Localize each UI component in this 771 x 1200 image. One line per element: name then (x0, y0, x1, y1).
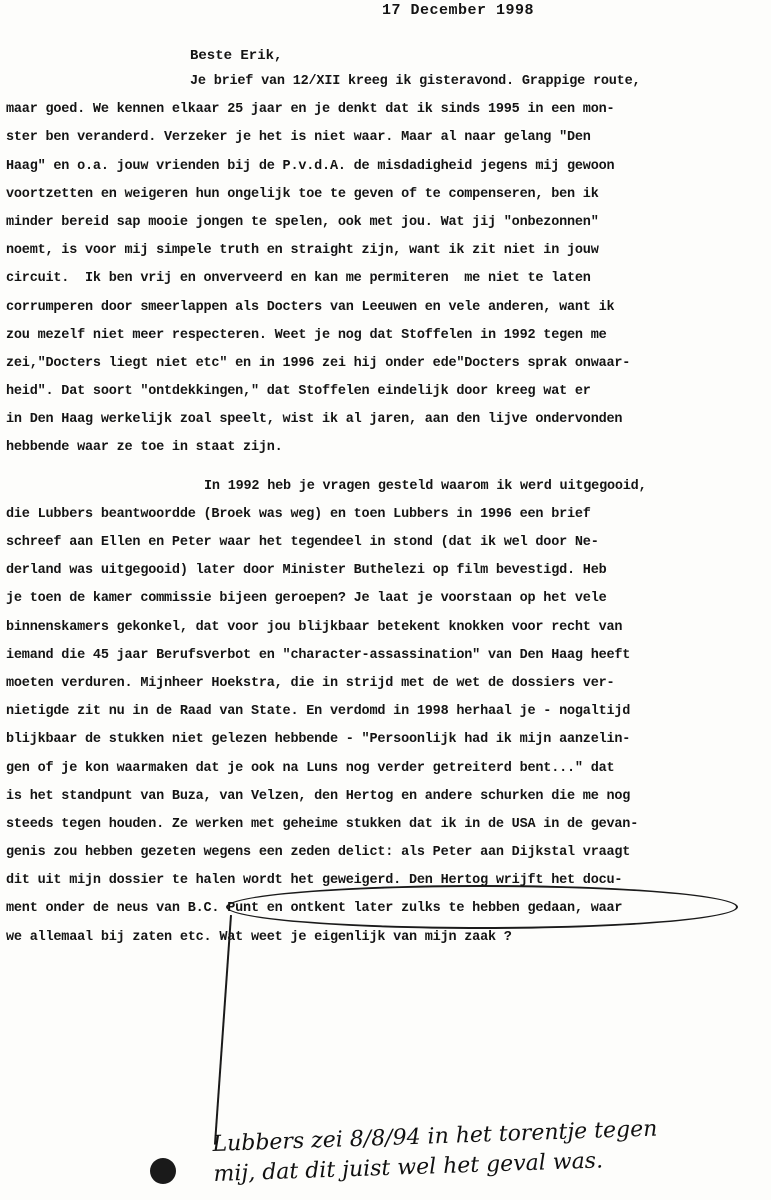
text-line: we allemaal bij zaten etc. Wat weet je eigenlijk van mijn zaak ? (6, 929, 512, 945)
text-line: circuit. Ik ben vrij en onverveerd en kan me permiteren me niet te laten (6, 271, 591, 287)
text-line: maar goed. We kennen elkaar 25 jaar en je denkt dat ik sinds 1995 in een mon- (6, 102, 615, 118)
text-line: minder bereid sap mooie jongen te spelen, ook met jou. Wat jij "onbezonnen" (6, 214, 599, 230)
text-line: zou mezelf niet meer respecteren. Weet je nog dat Stoffelen in 1992 tegen me (6, 327, 607, 343)
text-line: zei,"Docters liegt niet etc" en in 1996 zei hij onder ede"Docters sprak onwaar- (6, 355, 631, 371)
text-line: noemt, is voor mij simpele truth en straight zijn, want ik zit niet in jouw (6, 243, 599, 259)
handwritten-note (212, 1111, 764, 1190)
text-line: in Den Haag werkelijk zoal speelt, wist ik al jaren, aan den lijve ondervonden (6, 412, 623, 428)
handwritten-note-line: Lubbers zei 8/8/94 in het torentje tegen (212, 1116, 658, 1157)
text-line: moeten verduren. Mijnheer Hoekstra, die in strijd met de wet de dossiers ver- (6, 675, 615, 691)
letter-date: 17 December 1998 (382, 2, 535, 19)
text-line: dit uit mijn dossier te halen wordt het geweigerd. Den Hertog wrijft het docu- (6, 873, 623, 889)
text-line: je toen de kamer commissie bijeen geroepen? Je laat je voorstaan op het vele (6, 591, 607, 607)
text-line: gen of je kon waarmaken dat je ook na Luns nog verder getreiterd bent..." dat (6, 760, 615, 776)
text-line: In 1992 heb je vragen gesteld waarom ik werd uitgegooid, (204, 478, 647, 494)
text-line: Haag" en o.a. jouw vrienden bij de P.v.d.A. de misdadigheid jegens mij gewoon (6, 158, 615, 174)
text-line: voortzetten en weigeren hun ongelijk toe te geven of te compenseren, ben ik (6, 186, 599, 202)
text-line: iemand die 45 jaar Berufsverbot en "character-assassination" van Den Haag heeft (6, 647, 631, 663)
text-line: heid". Dat soort "ontdekkingen," dat Stoffelen eindelijk door kreeg wat er (6, 384, 591, 400)
text-line: nietigde zit nu in de Raad van State. En verdomd in 1998 herhaal je - nogaltijd (6, 704, 631, 720)
text-line: steeds tegen houden. Ze werken met geheime stukken dat ik in de USA in de gevan- (6, 816, 639, 832)
paragraph-1 (6, 68, 766, 463)
handwritten-circle-annotation (226, 885, 738, 929)
text-line: die Lubbers beantwoordde (Broek was weg) en toen Lubbers in 1996 een brief (6, 506, 591, 522)
text-line: genis zou hebben gezeten wegens een zeden delict: als Peter aan Dijkstal vraagt (6, 845, 631, 861)
text-line: blijkbaar de stukken niet gelezen hebbende - "Persoonlijk had ik mijn aanzelin- (6, 732, 631, 748)
text-line: binnenskamers gekonkel, dat voor jou blijkbaar betekent knokken voor recht van (6, 619, 623, 635)
letter-body (6, 68, 766, 952)
text-line: corrumperen door smeerlappen als Docters van Leeuwen en vele anderen, want ik (6, 299, 615, 315)
text-line: hebbende waar ze toe in staat zijn. (6, 440, 283, 456)
punch-hole-mark (150, 1158, 176, 1184)
handwritten-note-line: mij, dat dit juist wel het geval was. (213, 1148, 604, 1187)
salutation: Beste Erik, (190, 48, 283, 64)
text-line: Je brief van 12/XII kreeg ik gisteravond. Grappige route, (190, 74, 641, 89)
paragraph-2 (6, 473, 766, 952)
text-line: derland was uitgegooid) later door Minister Buthelezi op film bevestigd. Heb (6, 563, 607, 579)
text-line: schreef aan Ellen en Peter waar het tegendeel in stond (dat ik wel door Ne- (6, 535, 599, 550)
text-line: ster ben veranderd. Verzeker je het is niet waar. Maar al naar gelang "Den (6, 130, 591, 146)
text-line: ment onder de neus van B.C. Punt en ontkent later zulks te hebben gedaan, waar (6, 901, 623, 917)
text-line: is het standpunt van Buza, van Velzen, den Hertog en andere schurken die me nog (6, 788, 631, 804)
